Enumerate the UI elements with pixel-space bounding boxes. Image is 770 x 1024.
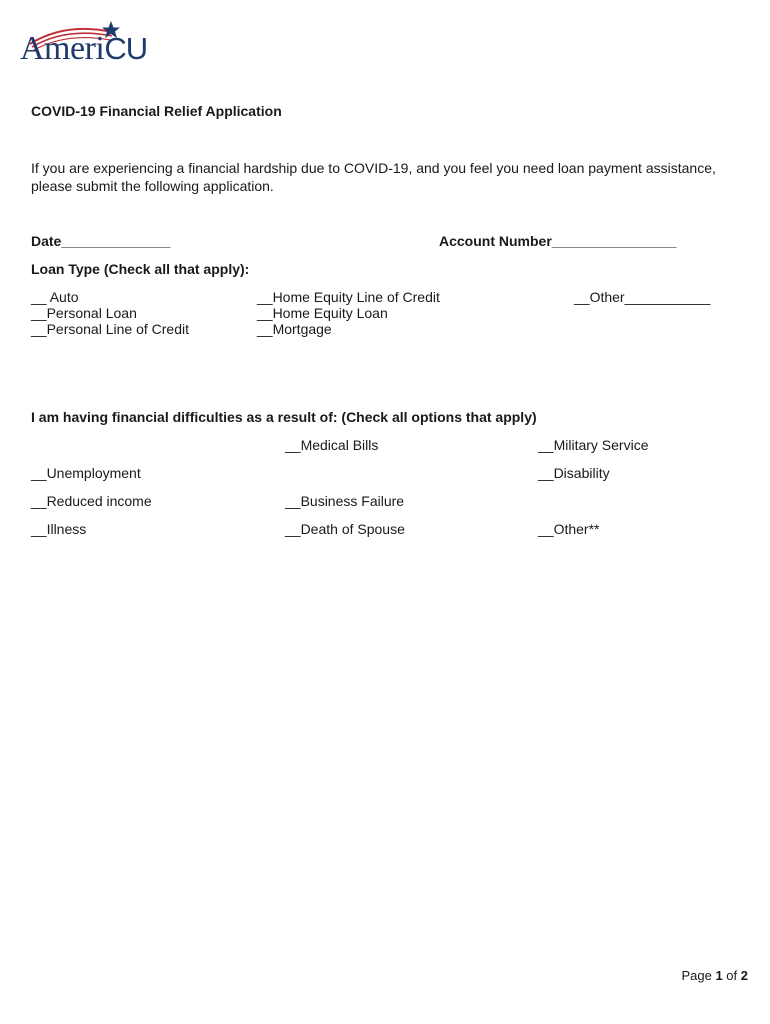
difficulty-business-failure[interactable]: __Business Failure	[285, 493, 405, 509]
loan-type-personal-line-of-credit[interactable]: __Personal Line of Credit	[31, 321, 189, 337]
loan-type-heading: Loan Type (Check all that apply):	[31, 261, 250, 277]
loan-type-home-equity-loan[interactable]: __Home Equity Loan	[257, 305, 388, 321]
americu-logo	[20, 18, 172, 68]
intro-line-1: If you are experiencing a financial hardship due to COVID-19, and you feel you need loan payment assistance,	[31, 160, 716, 176]
difficulty-disability[interactable]: __Disability	[538, 465, 610, 481]
account-number-field[interactable]: Account Number________________	[439, 233, 677, 249]
difficulty-military-service[interactable]: __Military Service	[538, 437, 649, 453]
intro-text	[31, 159, 731, 195]
loan-type-other[interactable]: __Other___________	[574, 289, 711, 305]
loan-type-home-equity-line-of-credit[interactable]: __Home Equity Line of Credit	[257, 289, 440, 305]
logo-text-part2: CU	[104, 31, 148, 66]
logo-text-part1: Ameri	[20, 30, 105, 67]
intro-line-2: please submit the following application.	[31, 178, 274, 194]
page-word: Page	[681, 968, 712, 983]
page-of-word: of	[726, 968, 738, 983]
difficulty-death-of-spouse[interactable]: __Death of Spouse	[285, 521, 405, 537]
page-current: 1	[715, 968, 723, 983]
page-total: 2	[740, 968, 748, 983]
difficulties-heading: I am having financial difficulties as a result of: (Check all options that apply)	[31, 409, 537, 425]
page-title: COVID-19 Financial Relief Application	[31, 103, 282, 119]
loan-type-mortgage[interactable]: __Mortgage	[257, 321, 332, 337]
page-number	[681, 968, 748, 983]
date-field[interactable]: Date______________	[31, 233, 171, 249]
difficulty-unemployment[interactable]: __Unemployment	[31, 465, 141, 481]
logo-wordmark	[20, 32, 147, 66]
loan-type-auto[interactable]: __ Auto	[31, 289, 79, 305]
loan-type-personal-loan[interactable]: __Personal Loan	[31, 305, 137, 321]
difficulty-other[interactable]: __Other**	[538, 521, 600, 537]
difficulty-illness[interactable]: __Illness	[31, 521, 87, 537]
difficulty-medical-bills[interactable]: __Medical Bills	[285, 437, 379, 453]
difficulty-reduced-income[interactable]: __Reduced income	[31, 493, 152, 509]
